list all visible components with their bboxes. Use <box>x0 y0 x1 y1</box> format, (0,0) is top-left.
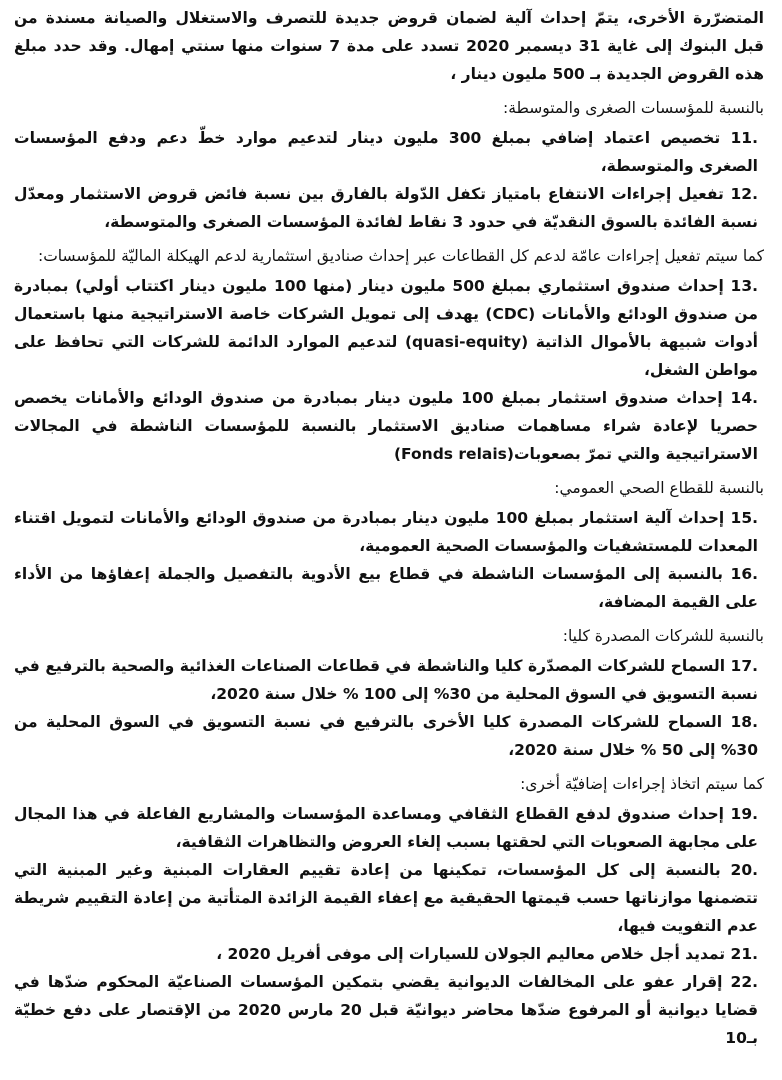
item-text: تمديد أجل خلاص معاليم الجولان للسيارات إلى موفى أفريل 2020 ، <box>216 945 726 963</box>
section-heading: بالنسبة للشركات المصدرة كليا: <box>562 627 764 645</box>
item-text: إحداث صندوق لدفع القطاع الثقافي ومساعدة المؤسسات والمشاريع الفاعلة في هذا المجال على مجابهة الصعوبات التي لحقتها بسبب إلغاء العروض والتظاهرات الثقافية، <box>14 805 758 851</box>
item-number: .11 <box>730 129 758 147</box>
numbered-item <box>14 124 764 180</box>
item-text: السماح للشركات المصدّرة كليا والناشطة في قطاعات الصناعات الغذائية والصحية بالترفيع في نسبة التسويق في السوق المحلية من 30% إلى 100 % خلال سنة 2020، <box>14 657 758 703</box>
sections-container <box>14 94 764 1052</box>
numbered-item <box>14 560 764 616</box>
item-number: .16 <box>730 565 758 583</box>
item-number: .20 <box>730 861 758 879</box>
numbered-item <box>14 504 764 560</box>
item-text: إحداث صندوق استثمار بمبلغ 100 مليون دينار بمبادرة من صندوق الودائع والأمانات يخصص حصريا لإعادة شراء مساهمات صناديق الاستثمار بالنسبة للمؤسسات الناشطة في المجالات الاستراتيجية والتي تمرّ بصعوبات(Fonds relais) <box>14 389 758 463</box>
item-number: .14 <box>730 389 758 407</box>
section-heading: كما سيتم اتخاذ إجراءات إضافيّة أخرى: <box>520 775 764 793</box>
item-text: إقرار عفو على المخالفات الديوانية يقضي بتمكين المؤسسات الصناعيّة المحكوم ضدّها في قضايا ديوانية أو المرفوع ضدّها محاضر ديوانيّة قبل 20 مارس 2020 من الإقتصار على دفع خطيّة بـ10 <box>14 973 758 1047</box>
numbered-item <box>14 800 764 856</box>
item-number: .15 <box>730 509 758 527</box>
numbered-item <box>14 384 764 468</box>
numbered-item <box>14 856 764 940</box>
item-text: السماح للشركات المصدرة كليا الأخرى بالترفيع في نسبة التسويق في السوق المحلية من 30% إلى 50 % خلال سنة 2020، <box>14 713 758 759</box>
numbered-item <box>14 180 764 236</box>
section-heading: كما سيتم تفعيل إجراءات عامّة لدعم كل القطاعات عبر إحداث صناديق استثمارية لدعم الهيكلة الماليّة للمؤسسات: <box>37 247 764 265</box>
item-number: .13 <box>730 277 758 295</box>
intro-paragraph: المتضرّرة الأخرى، يتمّ إحداث آلية لضمان قروض جديدة للتصرف والاستغلال والصيانة مسندة من قبل البنوك إلى غاية 31 ديسمبر 2020 تسدد على مدة 7 سنوات منها سنتي إمهال. وقد حدد مبلغ هذه القروض الجديدة بـ 500 مليون دينار ، <box>14 9 764 83</box>
item-number: .12 <box>730 185 758 203</box>
item-text: تفعيل إجراءات الانتفاع بامتياز تكفل الدّولة بالفارق بين نسبة فائض قروض الاستثمار ومعدّل نسبة الفائدة بالسوق النقديّة في حدود 3 نقاط لفائدة المؤسسات الصغرى والمتوسطة، <box>14 185 758 231</box>
numbered-item <box>14 968 764 1052</box>
item-text: بالنسبة إلى المؤسسات الناشطة في قطاع بيع الأدوية بالتفصيل والجملة إعفاؤها من الأداء على القيمة المضافة، <box>14 565 758 611</box>
numbered-item <box>14 940 764 968</box>
item-number: .22 <box>730 973 758 991</box>
item-number: .17 <box>730 657 758 675</box>
section-heading: بالنسبة للقطاع الصحي العمومي: <box>554 479 764 497</box>
item-number: .18 <box>730 713 758 731</box>
item-number: .19 <box>730 805 758 823</box>
numbered-item <box>14 708 764 764</box>
item-number: .21 <box>730 945 758 963</box>
section-heading: بالنسبة للمؤسسات الصغرى والمتوسطة: <box>502 99 764 117</box>
item-text: بالنسبة إلى كل المؤسسات، تمكينها من إعادة تقييم العقارات المبنية وغير المبنية التي تتضمنها موازناتها حسب قيمتها الحقيقية مع إعفاء القيمة الزائدة المتأتية من إعادة التقييم شريطة عدم التفويت فيها، <box>14 861 758 935</box>
numbered-item <box>14 272 764 384</box>
numbered-item <box>14 652 764 708</box>
item-text: تخصيص اعتماد إضافي بمبلغ 300 مليون دينار لتدعيم موارد خطّ دعم ودفع المؤسسات الصغرى والمتوسطة، <box>14 129 758 175</box>
item-text: إحداث صندوق استثماري بمبلغ 500 مليون دينار (منها 100 مليون دينار اكتتاب أولي) بمبادرة من صندوق الودائع والأمانات (CDC) يهدف إلى تمويل الشركات خاصة الاستراتيجية منها باستعمال أدوات شبيهة بالأموال الذاتية (quasi-equity) لتدعيم الموارد الدائمة للشركات التي تحافظ على مواطن الشغل، <box>14 277 758 379</box>
item-text: إحداث آلية استثمار بمبلغ 100 مليون دينار بمبادرة من صندوق الودائع والأمانات لتمويل اقتناء المعدات للمستشفيات والمؤسسات الصحية العمومية، <box>14 509 758 555</box>
